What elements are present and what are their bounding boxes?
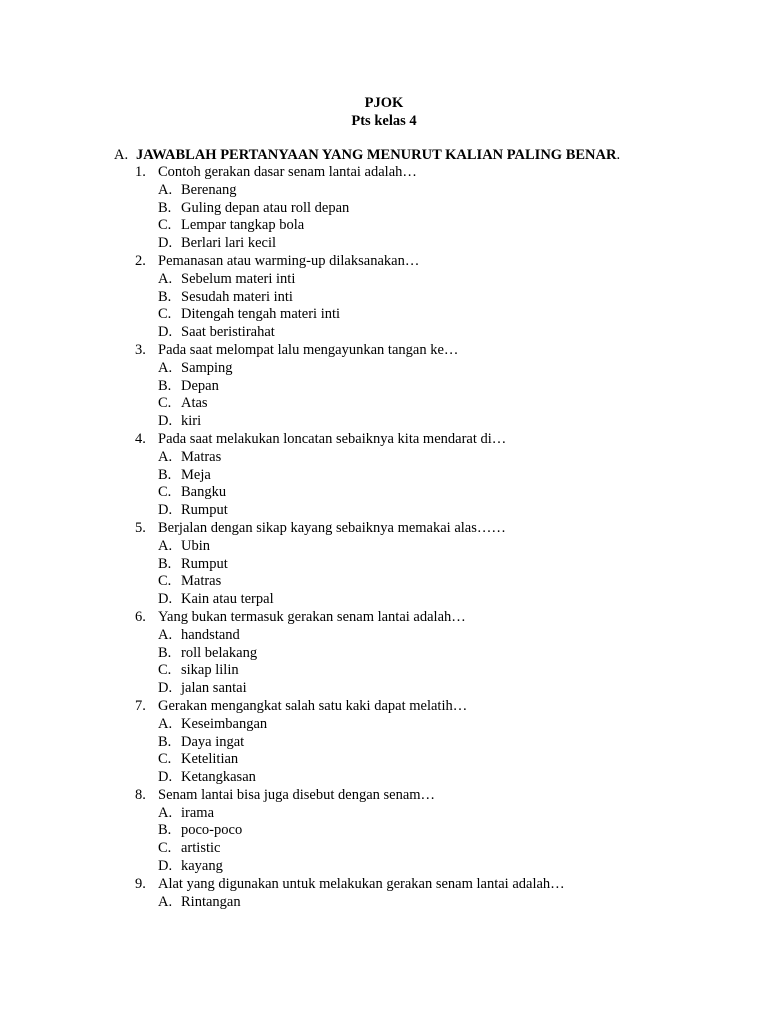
option-letter: A.: [158, 448, 173, 465]
option-text: Berlari lari kecil: [181, 235, 277, 252]
option-text: Matras: [181, 573, 222, 590]
answer-option: [114, 413, 714, 431]
option-letter: D.: [158, 591, 173, 608]
option-letter: B.: [158, 644, 172, 661]
question-item: [114, 787, 714, 876]
option-text: Ubin: [181, 537, 210, 554]
answer-option: [114, 751, 714, 769]
option-text: sikap lilin: [181, 662, 239, 679]
option-text: Rintangan: [181, 893, 241, 910]
option-text: Rumput: [181, 502, 228, 519]
option-letter: D.: [158, 413, 173, 430]
question-text: Alat yang digunakan untuk melakukan gerakan senam lantai adalah…: [158, 875, 565, 892]
answer-option: [114, 271, 714, 289]
question-text: Contoh gerakan dasar senam lantai adalah…: [158, 164, 417, 180]
question-item: [114, 520, 714, 609]
answer-option: [114, 502, 714, 520]
answer-option: [114, 645, 714, 663]
option-text: Depan: [181, 377, 219, 394]
answer-option: [114, 182, 714, 200]
question-number: 5.: [135, 519, 146, 536]
answer-option: [114, 894, 714, 912]
section-letter: A.: [114, 147, 129, 163]
question-text: Yang bukan termasuk gerakan senam lantai adalah…: [158, 608, 466, 625]
answer-option: [114, 805, 714, 823]
answer-option: [114, 217, 714, 235]
option-letter: C.: [158, 573, 172, 590]
question-number: 7.: [135, 697, 146, 714]
option-text: Sebelum materi inti: [181, 270, 296, 287]
answer-option: [114, 734, 714, 752]
answer-option: [114, 858, 714, 876]
option-letter: C.: [158, 662, 172, 679]
option-text: jalan santai: [181, 680, 247, 697]
option-letter: C.: [158, 484, 172, 501]
answer-option: [114, 395, 714, 413]
section-a: [114, 146, 714, 911]
question-number: 2.: [135, 252, 146, 269]
option-text: kayang: [181, 858, 223, 875]
question-line: [114, 342, 714, 360]
option-text: Keseimbangan: [181, 715, 268, 732]
answer-option: [114, 449, 714, 467]
option-letter: C.: [158, 217, 172, 234]
option-letter: D.: [158, 858, 173, 875]
question-line: [114, 253, 714, 271]
answer-option: [114, 484, 714, 502]
answer-option: [114, 716, 714, 734]
answer-option: [114, 627, 714, 645]
question-line: [114, 787, 714, 805]
section-title-suffix: .: [616, 147, 621, 163]
option-letter: B.: [158, 199, 172, 216]
answer-option: [114, 324, 714, 342]
question-line: [114, 609, 714, 627]
section-heading: [114, 146, 714, 164]
question-text: Pemanasan atau warming-up dilaksanakan…: [158, 252, 420, 269]
answer-option: [114, 289, 714, 307]
answer-option: [114, 662, 714, 680]
question-item: [114, 431, 714, 520]
question-line: [114, 876, 714, 894]
option-text: roll belakang: [181, 644, 258, 661]
question-number: 8.: [135, 786, 146, 803]
option-letter: D.: [158, 680, 173, 697]
option-letter: C.: [158, 395, 172, 412]
option-text: kiri: [181, 413, 202, 430]
option-text: artistic: [181, 840, 221, 857]
option-letter: A.: [158, 893, 173, 910]
option-letter: C.: [158, 306, 172, 323]
option-letter: A.: [158, 270, 173, 287]
option-letter: A.: [158, 715, 173, 732]
option-text: Ketangkasan: [181, 769, 256, 786]
class-subtitle: Pts kelas 4: [351, 113, 417, 129]
option-letter: D.: [158, 324, 173, 341]
option-text: Samping: [181, 359, 233, 376]
question-item: [114, 342, 714, 431]
answer-option: [114, 378, 714, 396]
option-letter: A.: [158, 537, 173, 554]
question-item: [114, 698, 714, 787]
option-text: Saat beristirahat: [181, 324, 275, 341]
question-number: 1.: [135, 164, 146, 180]
answer-option: [114, 200, 714, 218]
question-text: Berjalan dengan sikap kayang sebaiknya memakai alas……: [158, 519, 506, 536]
option-letter: B.: [158, 377, 172, 394]
question-text: Senam lantai bisa juga disebut dengan senam…: [158, 786, 436, 803]
option-letter: B.: [158, 466, 172, 483]
question-list: [114, 164, 714, 911]
question-item: [114, 253, 714, 342]
question-number: 3.: [135, 341, 146, 358]
answer-option: [114, 769, 714, 787]
question-number: 6.: [135, 608, 146, 625]
question-line: [114, 698, 714, 716]
option-text: Daya ingat: [181, 733, 245, 750]
answer-option: [114, 822, 714, 840]
option-text: Ditengah tengah materi inti: [181, 306, 341, 323]
answer-option: [114, 680, 714, 698]
question-item: [114, 164, 714, 253]
answer-option: [114, 556, 714, 574]
option-text: handstand: [181, 626, 240, 643]
option-text: Guling depan atau roll depan: [181, 199, 350, 216]
option-letter: B.: [158, 822, 172, 839]
option-letter: A.: [158, 626, 173, 643]
answer-option: [114, 467, 714, 485]
option-text: Atas: [181, 395, 208, 412]
question-item: [114, 609, 714, 698]
option-text: Meja: [181, 466, 211, 483]
option-letter: B.: [158, 733, 172, 750]
option-letter: C.: [158, 840, 172, 857]
option-letter: A.: [158, 804, 173, 821]
option-letter: A.: [158, 181, 173, 198]
answer-option: [114, 235, 714, 253]
question-line: [114, 431, 714, 449]
answer-option: [114, 840, 714, 858]
answer-option: [114, 573, 714, 591]
section-title: JAWABLAH PERTANYAAN YANG MENURUT KALIAN PALING BENAR: [136, 147, 617, 163]
option-letter: D.: [158, 235, 173, 252]
option-text: Ketelitian: [181, 751, 239, 768]
question-line: [114, 520, 714, 538]
option-text: poco-poco: [181, 822, 243, 839]
option-text: Kain atau terpal: [181, 591, 274, 608]
answer-option: [114, 306, 714, 324]
question-item: [114, 876, 714, 912]
answer-option: [114, 591, 714, 609]
option-text: irama: [181, 804, 215, 821]
option-text: Sesudah materi inti: [181, 288, 293, 305]
option-text: Rumput: [181, 555, 228, 572]
option-letter: D.: [158, 769, 173, 786]
answer-option: [114, 538, 714, 556]
question-text: Pada saat melakukan loncatan sebaiknya kita mendarat di…: [158, 430, 507, 447]
answer-option: [114, 360, 714, 378]
option-text: Lempar tangkap bola: [181, 217, 305, 234]
option-letter: D.: [158, 502, 173, 519]
question-text: Pada saat melompat lalu mengayunkan tangan ke…: [158, 341, 459, 358]
option-text: Bangku: [181, 484, 227, 501]
question-number: 4.: [135, 430, 146, 447]
question-text: Gerakan mengangkat salah satu kaki dapat melatih…: [158, 697, 468, 714]
question-line: [114, 164, 714, 182]
subject-title: PJOK: [364, 95, 404, 111]
option-letter: A.: [158, 359, 173, 376]
option-letter: C.: [158, 751, 172, 768]
option-letter: B.: [158, 555, 172, 572]
option-text: Berenang: [181, 181, 237, 198]
question-number: 9.: [135, 875, 146, 892]
option-text: Matras: [181, 448, 222, 465]
document-header: [0, 94, 768, 130]
option-letter: B.: [158, 288, 172, 305]
